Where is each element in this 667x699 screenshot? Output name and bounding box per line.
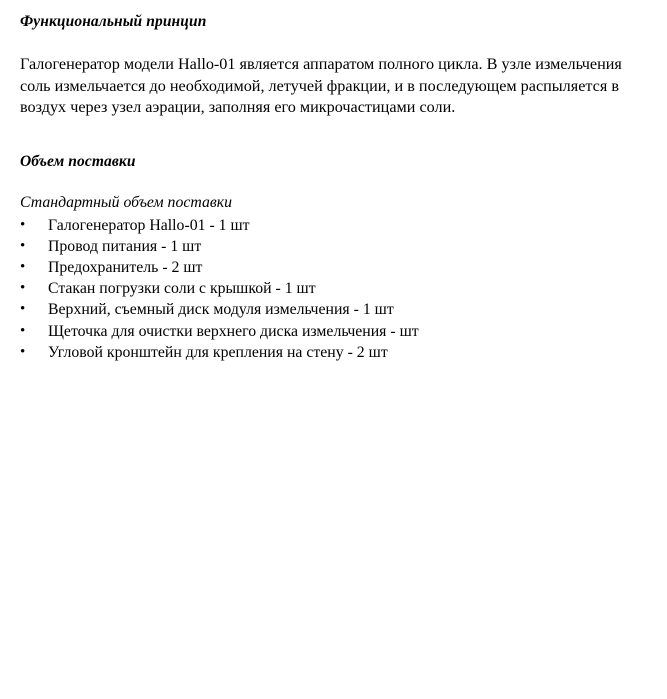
list-item-label: Галогенератор Hallo-01 - 1 шт: [48, 216, 250, 234]
list-item: [20, 257, 640, 278]
bullet-icon: •: [20, 280, 26, 297]
heading-delivery-scope: Объем поставки: [20, 152, 136, 170]
bullet-icon: •: [20, 216, 26, 233]
document-content: [20, 12, 640, 363]
list-item: [20, 215, 640, 236]
delivery-items-list: [20, 215, 640, 363]
bullet-icon: •: [20, 301, 26, 318]
heading-functional-principle: Функциональный принцип: [20, 13, 207, 30]
list-item-label: Предохранитель - 2 шт: [48, 258, 203, 276]
bullet-icon: •: [20, 237, 26, 254]
bullet-icon: •: [20, 258, 26, 275]
list-item-label: Щеточка для очистки верхнего диска измельчения - шт: [48, 322, 419, 340]
list-item: [20, 299, 640, 320]
list-item-label: Верхний, съемный диск модуля измельчения - 1 шт: [48, 301, 394, 319]
list-item-label: Провод питания - 1 шт: [48, 237, 202, 255]
list-item: [20, 236, 640, 257]
bullet-icon: •: [20, 343, 26, 360]
list-item-label: Угловой кронштейн для крепления на стену - 2 шт: [48, 343, 388, 361]
bullet-icon: •: [20, 322, 26, 339]
subheading-standard-delivery-scope: Стандартный объем поставки: [20, 193, 233, 211]
list-item: [20, 278, 640, 299]
list-item: [20, 321, 640, 342]
list-item: [20, 342, 640, 363]
paragraph-functional-principle: Галогенератор модели Hallo-01 является аппаратом полного цикла. В узле измельчения соль измельчается до необходимой, летучей фракции, и в последующем распыляется в воздух через узел аэрации, заполняя его микрочастицами соли.: [20, 55, 622, 116]
list-item-label: Стакан погрузки соли с крышкой - 1 шт: [48, 280, 316, 298]
